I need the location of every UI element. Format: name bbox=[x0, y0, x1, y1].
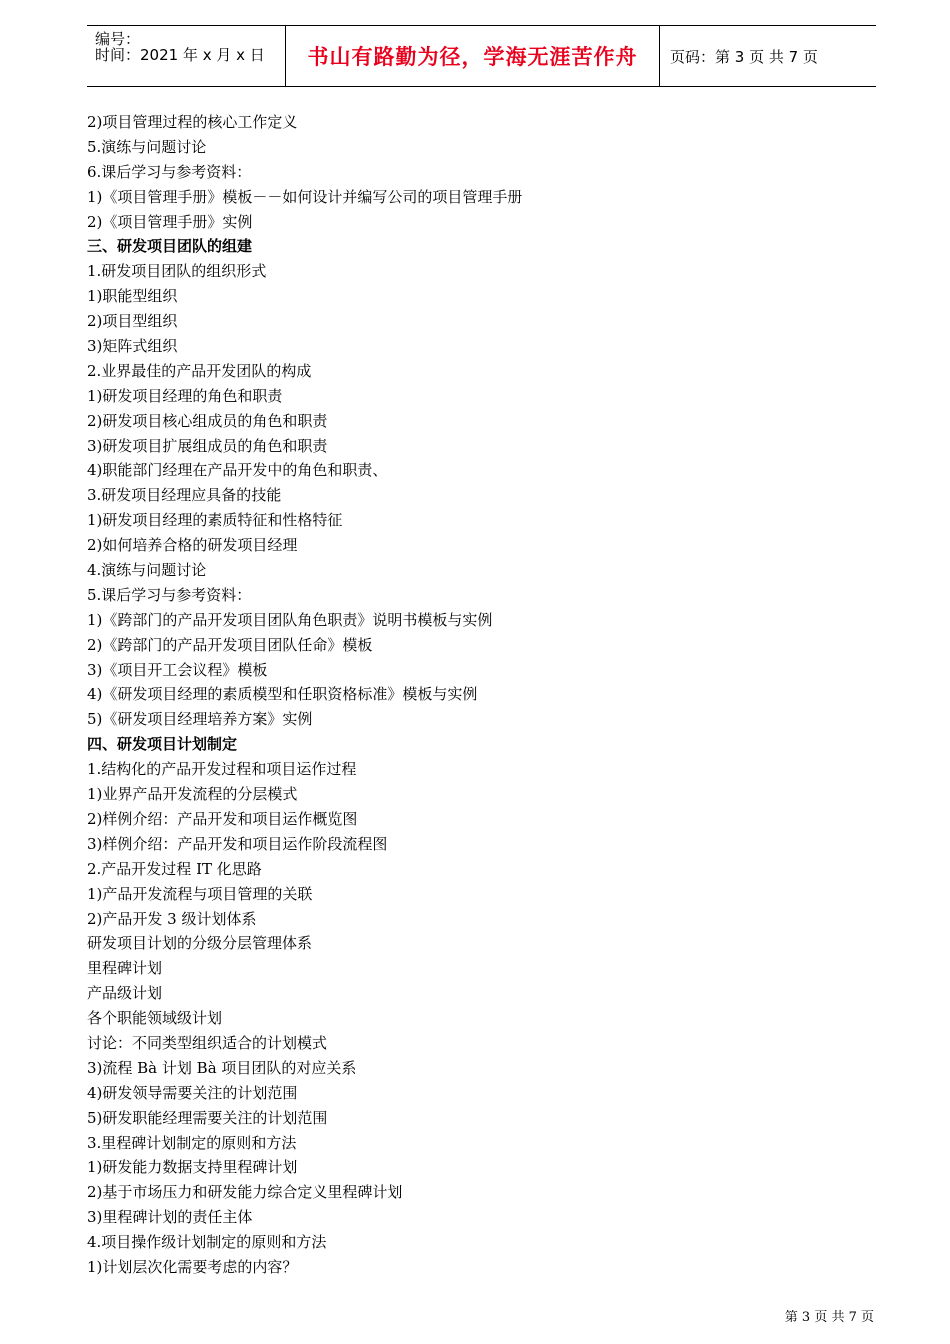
text-line: 2)如何培养合格的研发项目经理 bbox=[87, 536, 298, 555]
text-line: 5)研发职能经理需要关注的计划范围 bbox=[87, 1108, 328, 1127]
text-line: 6.课后学习与参考资料： bbox=[87, 162, 252, 181]
text-line: 产品级计划 bbox=[87, 984, 163, 1003]
text-line: 4.演练与问题讨论 bbox=[87, 561, 207, 580]
text-line: 2)研发项目核心组成员的角色和职责 bbox=[87, 411, 328, 430]
text-line: 里程碑计划 bbox=[87, 959, 163, 978]
text-line: 1)研发项目经理的角色和职责 bbox=[87, 386, 283, 405]
text-line: 3)样例介绍：产品开发和项目运作阶段流程图 bbox=[87, 834, 388, 853]
text-line: 3.研发项目经理应具备的技能 bbox=[87, 486, 282, 505]
section-heading: 四、研发项目计划制定 bbox=[87, 735, 238, 754]
text-line: 1.研发项目团队的组织形式 bbox=[87, 262, 267, 281]
document-body bbox=[87, 110, 876, 1280]
motto-text: 书山有路勤为径，学海无涯苦作舟 bbox=[307, 45, 638, 69]
text-line: 4)《研发项目经理的素质模型和任职资格标准》模板与实例 bbox=[87, 685, 478, 704]
header-page-cell bbox=[660, 26, 876, 86]
text-line: 1)业界产品开发流程的分层模式 bbox=[87, 785, 298, 804]
text-line: 1)产品开发流程与项目管理的关联 bbox=[87, 884, 313, 903]
text-line: 3)研发项目扩展组成员的角色和职责 bbox=[87, 436, 328, 455]
text-line: 2)产品开发 3 级计划体系 bbox=[87, 909, 257, 928]
header-meta bbox=[87, 26, 286, 86]
text-line: 3)里程碑计划的责任主体 bbox=[87, 1208, 253, 1227]
text-line: 2)项目型组织 bbox=[87, 312, 178, 331]
text-line: 2)样例介绍：产品开发和项目运作概览图 bbox=[87, 809, 358, 828]
text-line: 2.产品开发过程 IT 化思路 bbox=[87, 859, 262, 878]
text-line: 2.业界最佳的产品开发团队的构成 bbox=[87, 361, 312, 380]
text-line: 3)矩阵式组织 bbox=[87, 337, 178, 356]
text-line: 4)职能部门经理在产品开发中的角色和职责、 bbox=[87, 461, 388, 480]
page-footer: 第 3 页 共 7 页 bbox=[784, 1310, 874, 1325]
text-line: 研发项目计划的分级分层管理体系 bbox=[87, 934, 313, 953]
text-line: 5)《研发项目经理培养方案》实例 bbox=[87, 710, 313, 729]
text-line: 4)研发领导需要关注的计划范围 bbox=[87, 1083, 298, 1102]
text-line: 2)《项目管理手册》实例 bbox=[87, 212, 253, 231]
time-label: 时间：2021 年 x 月 x 日 bbox=[95, 46, 265, 64]
text-line: 1)研发能力数据支持里程碑计划 bbox=[87, 1158, 298, 1177]
text-line: 1)《跨部门的产品开发项目团队角色职责》说明书模板与实例 bbox=[87, 610, 493, 629]
text-line: 各个职能领域级计划 bbox=[87, 1009, 223, 1028]
text-line: 3)《项目开工会议程》模板 bbox=[87, 660, 268, 679]
text-line: 讨论：不同类型组织适合的计划模式 bbox=[87, 1033, 328, 1052]
text-line: 5.课后学习与参考资料： bbox=[87, 585, 252, 604]
section-heading: 三、研发项目团队的组建 bbox=[87, 237, 253, 256]
text-line: 3.里程碑计划制定的原则和方法 bbox=[87, 1133, 297, 1152]
number-label: 编号： bbox=[95, 30, 141, 48]
header-motto-cell bbox=[286, 26, 660, 86]
text-line: 4.项目操作级计划制定的原则和方法 bbox=[87, 1233, 327, 1252]
text-line: 5.演练与问题讨论 bbox=[87, 137, 207, 156]
page-header bbox=[87, 25, 876, 87]
text-line: 2)项目管理过程的核心工作定义 bbox=[87, 113, 298, 131]
text-line: 1.结构化的产品开发过程和项目运作过程 bbox=[87, 760, 357, 779]
text-line: 2)《跨部门的产品开发项目团队任命》模板 bbox=[87, 635, 373, 654]
text-line: 1)计划层次化需要考虑的内容？ bbox=[87, 1257, 298, 1276]
text-line: 3)流程 Bà 计划 Bà 项目团队的对应关系 bbox=[87, 1058, 357, 1077]
text-line: 1)《项目管理手册》模板－－如何设计并编写公司的项目管理手册 bbox=[87, 187, 523, 206]
text-line: 1)职能型组织 bbox=[87, 287, 178, 306]
page-indicator: 页码：第 3 页 共 7 页 bbox=[670, 47, 818, 66]
text-line: 1)研发项目经理的素质特征和性格特征 bbox=[87, 511, 343, 530]
text-line: 2)基于市场压力和研发能力综合定义里程碑计划 bbox=[87, 1183, 403, 1202]
